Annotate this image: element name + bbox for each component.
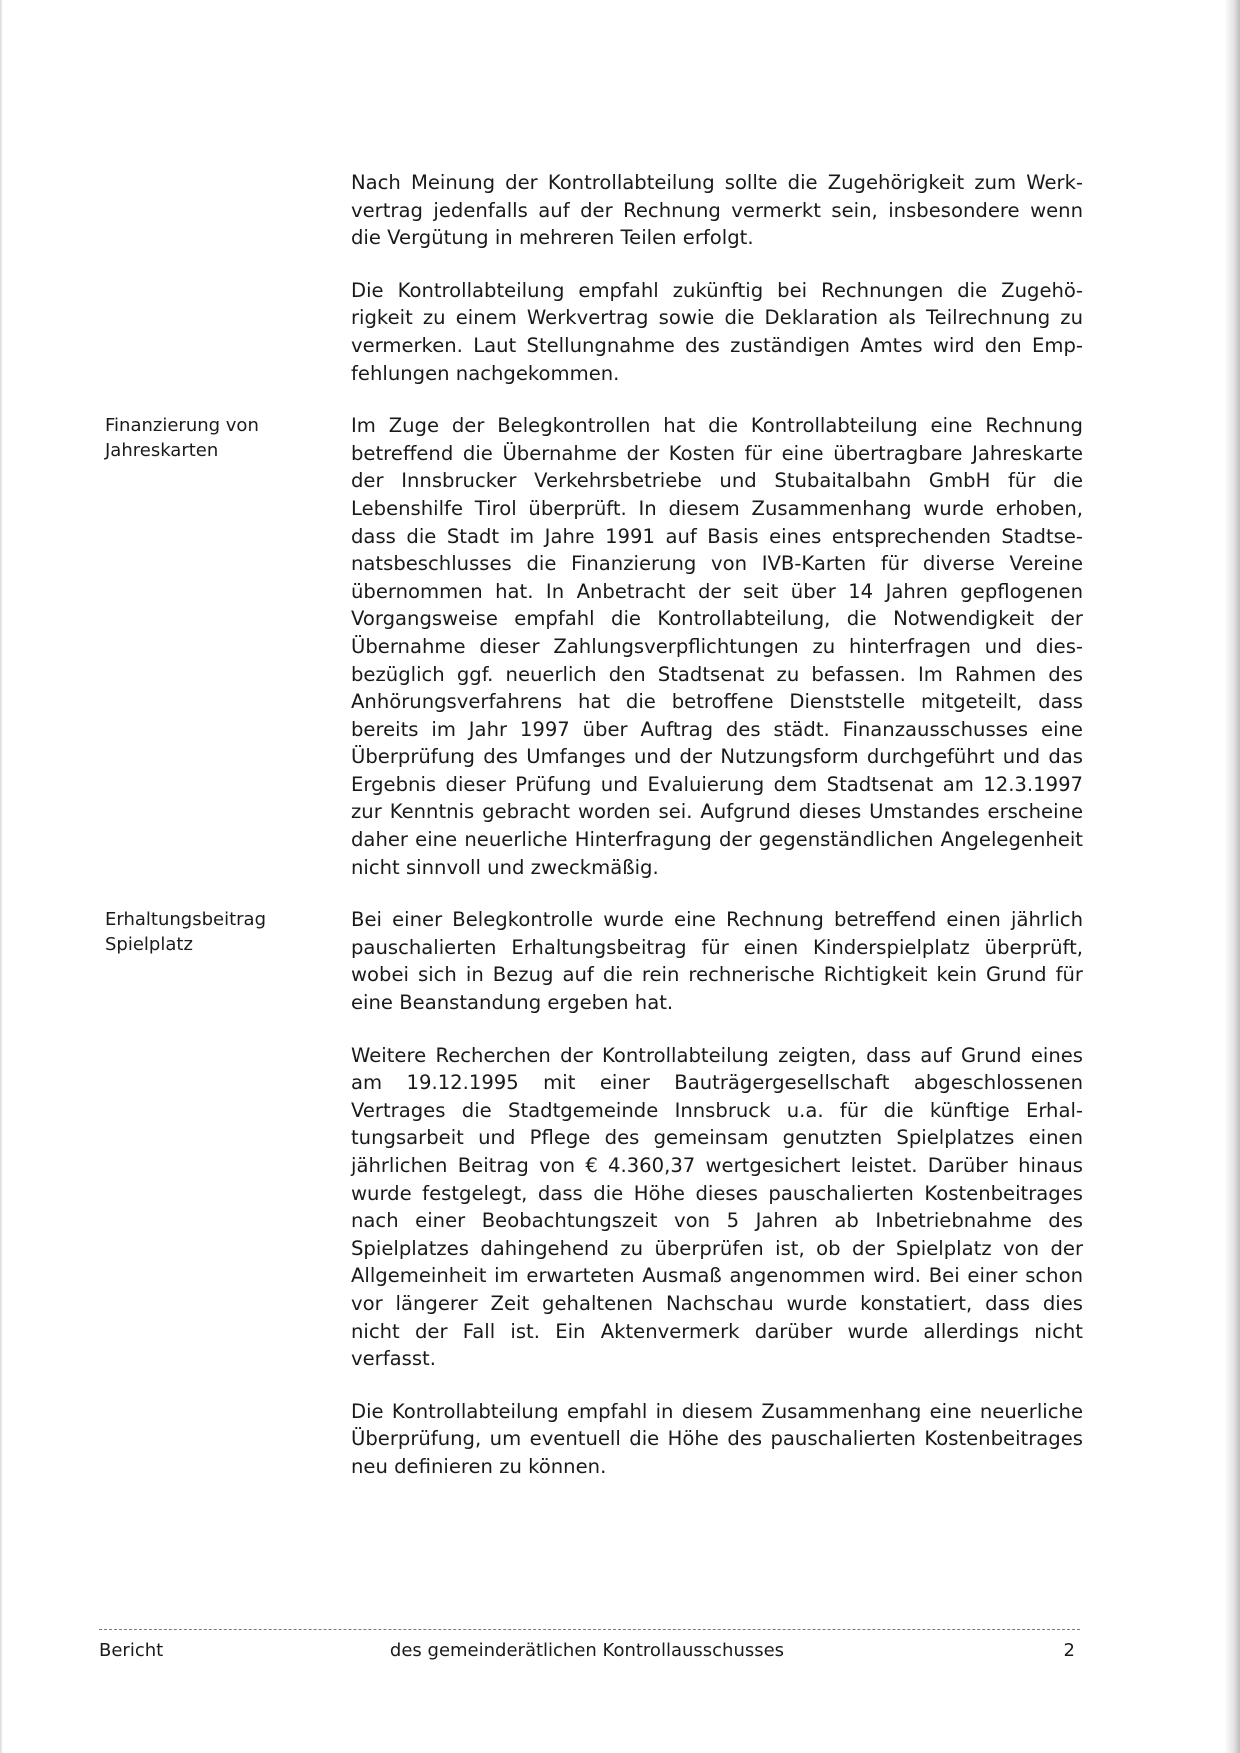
- footer-divider: [99, 1629, 1080, 1630]
- body-paragraph: Bei einer Belegkontrolle wurde eine Rechnung betreffend einen jährlich pauschalierten Erhaltungsbeitrag für einen Kinderspielplatz überprüft, wobei sich in Bezug auf die rein rechnerische Richtigkeit kein Grund für eine Beanstandung ergeben hat.: [351, 908, 1083, 1015]
- scan-edge-right: [1224, 0, 1240, 1753]
- section-margin-label: [105, 907, 315, 957]
- margin-label-line: Spielplatz: [105, 934, 193, 956]
- section-erhaltungsbeitrag-spielplatz: [105, 906, 1083, 1480]
- footer-committee-title: des gemeinderätlichen Kontrollausschusses: [389, 1640, 785, 1661]
- body-paragraph: Nach Meinung der Kontrollabteilung sollte die Zugehörigkeit zum Werkvertrag jedenfalls auf der Rechnung vermerkt sein, insbesondere wenn die Vergütung in mehreren Teilen erfolgt.: [351, 171, 1083, 250]
- body-paragraph: Im Zuge der Belegkontrollen hat die Kontrollabteilung eine Rechnung betreffend die Übernahme der Kosten für eine übertragbare Jahreskarte der Innsbrucker Verkehrsbetriebe und Stubaitalbahn GmbH für die Lebenshilfe Tirol überprüft. In diesem Zusammenhang wurde erhoben, dass die Stadt im Jahre 1991 auf Basis eines entsprechenden Stadtsenatsbeschlusses die Finanzierung von IVB-Karten für diverse Vereine übernommen hat. In Anbetracht der seit über 14 Jahren gepflogenen Vorgangsweise empfahl die Kontrollabteilung, die Notwendigkeit der Übernahme dieser Zahlungsverpflichtungen zu hinterfragen und diesbezüglich ggf. neuerlich den Stadtsenat zu befassen. Im Rahmen des Anhörungsverfahrens hat die betroffene Dienststelle mitgeteilt, dass bereits im Jahr 1997 über Auftrag des städt. Finanzausschusses eine Überprüfung des Umfanges und der Nutzungsform durchgeführt und das Ergebnis dieser Prüfung und Evaluierung dem Stadtsenat am 12.3.1997 zur Kenntnis gebracht worden sei. Aufgrund dieses Umstandes erscheine daher eine neuerliche Hinterfragung der gegenständlichen Angelegenheit nicht sinnvoll und zweckmäßig.: [351, 414, 1083, 879]
- section-margin-label: [105, 413, 315, 463]
- page-footer: [99, 1637, 1075, 1665]
- margin-label-line: Jahreskarten: [105, 440, 219, 462]
- report-body: [105, 169, 1083, 1506]
- footer-report-label: Bericht: [99, 1640, 164, 1661]
- body-paragraph: Die Kontrollabteilung empfahl in diesem Zusammenhang eine neuerliche Überprüfung, um eventuell die Höhe des pauschalierten Kostenbeitrages neu definieren zu können.: [351, 1399, 1083, 1478]
- margin-label-line: Erhaltungsbeitrag: [105, 909, 266, 931]
- scan-edge-left: [0, 0, 3, 1753]
- body-paragraph: Die Kontrollabteilung empfahl zukünftig bei Rechnungen die Zugehörigkeit zu einem Werkvertrag sowie die Deklaration als Teilrechnung zu vermerken. Laut Stellungnahme des zuständigen Amtes wird den Empfehlungen nachgekommen.: [351, 278, 1083, 385]
- page-number: 2: [1063, 1640, 1075, 1661]
- section-finanzierung-jahreskarten: [105, 412, 1083, 881]
- body-paragraph: Weitere Recherchen der Kontrollabteilung zeigten, dass auf Grund eines am 19.12.1995 mit einer Bauträgergesellschaft abgeschlossenen Vertrages die Stadtgemeinde Innsbruck u.a. für die künftige Erhaltungsarbeit und Pflege des gemeinsam genutzten Spielplatzes einen jährlichen Beitrag von € 4.360,37 wertgesichert leistet. Darüber hinaus wurde festgelegt, dass die Höhe dieses pauschalierten Kostenbeitrages nach einer Beobachtungszeit von 5 Jahren ab Inbetriebnahme des Spielplatzes dahingehend zu überprüfen ist, ob der Spielplatz von der Allgemeinheit im erwarteten Ausmaß angenommen wird. Bei einer schon vor längerer Zeit gehaltenen Nachschau wurde konstatiert, dass dies nicht der Fall ist. Ein Aktenvermerk darüber wurde allerdings nicht verfasst.: [351, 1043, 1083, 1371]
- margin-label-line: Finanzierung von: [105, 415, 259, 437]
